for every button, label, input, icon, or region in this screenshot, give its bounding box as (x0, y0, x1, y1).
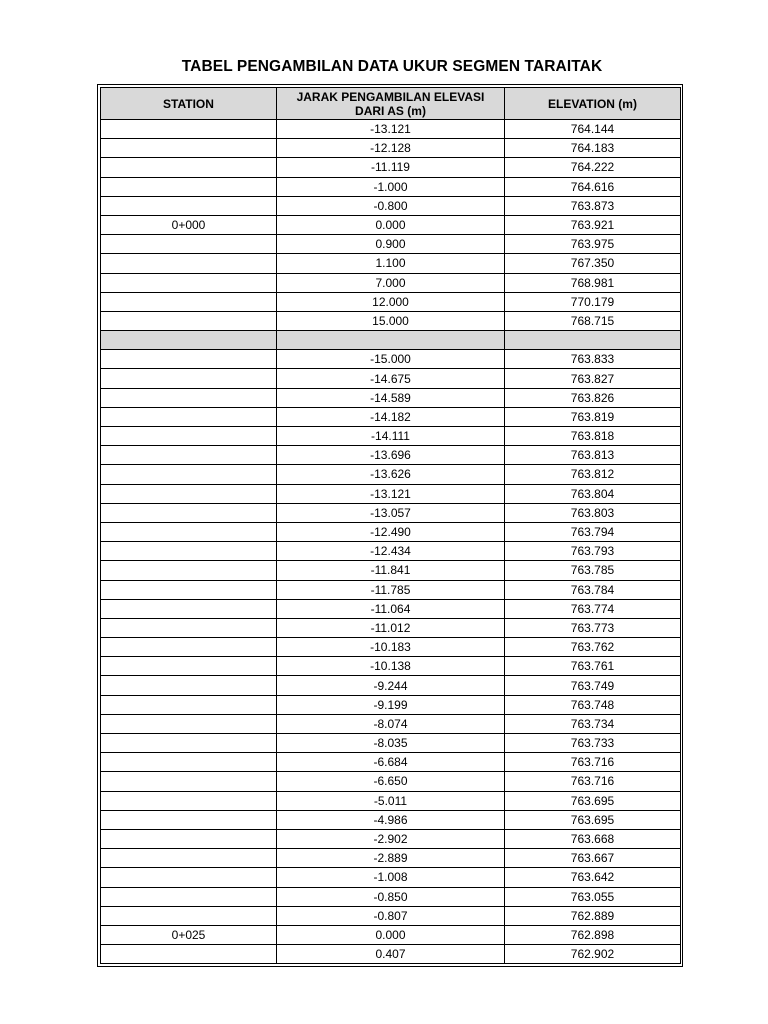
table-row (101, 887, 681, 906)
table-row (101, 292, 681, 311)
table-row (101, 772, 681, 791)
distance-cell: 0.900 (277, 235, 505, 254)
distance-cell: -11.785 (277, 580, 505, 599)
distance-cell: -14.111 (277, 427, 505, 446)
distance-cell: -13.626 (277, 465, 505, 484)
distance-cell: 12.000 (277, 292, 505, 311)
station-cell (101, 618, 277, 637)
station-cell (101, 350, 277, 369)
elevation-cell: 763.695 (505, 810, 681, 829)
elevation-cell: 767.350 (505, 254, 681, 273)
distance-cell: -5.011 (277, 791, 505, 810)
elevation-cell: 763.873 (505, 196, 681, 215)
station-cell (101, 580, 277, 599)
distance-cell: -0.807 (277, 906, 505, 925)
table-row (101, 273, 681, 292)
table-row (101, 868, 681, 887)
distance-cell: -13.121 (277, 120, 505, 139)
table-row (101, 177, 681, 196)
elevation-cell: 764.183 (505, 139, 681, 158)
table-row (101, 542, 681, 561)
station-cell (101, 599, 277, 618)
table-row (101, 638, 681, 657)
table-row (101, 350, 681, 369)
data-table (100, 87, 681, 964)
header-station: STATION (101, 88, 277, 120)
table-row (101, 120, 681, 139)
elevation-cell: 763.794 (505, 522, 681, 541)
station-cell (101, 427, 277, 446)
table-row (101, 561, 681, 580)
station-cell (101, 254, 277, 273)
distance-cell: -11.064 (277, 599, 505, 618)
table-row (101, 254, 681, 273)
distance-cell: -6.684 (277, 753, 505, 772)
station-cell (101, 945, 277, 964)
elevation-cell: 763.833 (505, 350, 681, 369)
distance-cell: 15.000 (277, 311, 505, 330)
elevation-cell: 768.981 (505, 273, 681, 292)
station-cell (101, 331, 277, 350)
elevation-cell: 763.055 (505, 887, 681, 906)
elevation-cell: 763.819 (505, 407, 681, 426)
elevation-cell: 763.734 (505, 714, 681, 733)
table-row (101, 906, 681, 925)
distance-cell: -9.199 (277, 695, 505, 714)
table-row (101, 158, 681, 177)
elevation-cell: 763.818 (505, 427, 681, 446)
elevation-cell: 763.793 (505, 542, 681, 561)
elevation-cell: 762.902 (505, 945, 681, 964)
table-row (101, 139, 681, 158)
table-header-row (101, 88, 681, 120)
station-cell (101, 829, 277, 848)
station-cell (101, 158, 277, 177)
table-row (101, 753, 681, 772)
distance-cell: -0.850 (277, 887, 505, 906)
station-cell (101, 407, 277, 426)
station-cell (101, 676, 277, 695)
distance-cell: -12.490 (277, 522, 505, 541)
station-cell (101, 139, 277, 158)
table-row (101, 925, 681, 944)
station-cell (101, 522, 277, 541)
table-row (101, 427, 681, 446)
table-row (101, 522, 681, 541)
table-row (101, 676, 681, 695)
distance-cell: -15.000 (277, 350, 505, 369)
distance-cell: 7.000 (277, 273, 505, 292)
station-cell (101, 235, 277, 254)
distance-cell: -14.182 (277, 407, 505, 426)
table-row (101, 388, 681, 407)
station-cell (101, 388, 277, 407)
station-cell (101, 810, 277, 829)
elevation-cell: 763.642 (505, 868, 681, 887)
station-cell (101, 753, 277, 772)
elevation-cell: 764.616 (505, 177, 681, 196)
distance-cell: -13.696 (277, 446, 505, 465)
distance-cell: -6.650 (277, 772, 505, 791)
station-cell: 0+000 (101, 215, 277, 234)
distance-cell (277, 331, 505, 350)
station-cell (101, 465, 277, 484)
table-row (101, 580, 681, 599)
elevation-cell: 763.668 (505, 829, 681, 848)
header-distance-line1: JARAK PENGAMBILAN ELEVASI (296, 89, 485, 104)
table-row (101, 657, 681, 676)
distance-cell: -9.244 (277, 676, 505, 695)
station-cell (101, 695, 277, 714)
distance-cell: 0.000 (277, 215, 505, 234)
distance-cell: -13.057 (277, 503, 505, 522)
distance-cell: -8.035 (277, 734, 505, 753)
table-row (101, 215, 681, 234)
elevation-cell (505, 331, 681, 350)
distance-cell: -11.841 (277, 561, 505, 580)
survey-data-table (97, 84, 683, 967)
station-cell (101, 906, 277, 925)
table-row (101, 829, 681, 848)
elevation-cell: 763.667 (505, 849, 681, 868)
distance-cell: -1.008 (277, 868, 505, 887)
station-cell (101, 772, 277, 791)
table-row (101, 235, 681, 254)
distance-cell: -14.589 (277, 388, 505, 407)
elevation-cell: 763.975 (505, 235, 681, 254)
station-cell (101, 887, 277, 906)
elevation-cell: 763.749 (505, 676, 681, 695)
elevation-cell: 763.695 (505, 791, 681, 810)
table-row (101, 849, 681, 868)
table-row (101, 734, 681, 753)
elevation-cell: 763.733 (505, 734, 681, 753)
elevation-cell: 763.921 (505, 215, 681, 234)
station-cell (101, 638, 277, 657)
page-title: TABEL PENGAMBILAN DATA UKUR SEGMEN TARAITAK (181, 58, 603, 75)
station-cell (101, 369, 277, 388)
station-cell (101, 542, 277, 561)
elevation-cell: 763.784 (505, 580, 681, 599)
distance-cell: -1.000 (277, 177, 505, 196)
elevation-cell: 763.762 (505, 638, 681, 657)
table-row (101, 465, 681, 484)
elevation-cell: 763.813 (505, 446, 681, 465)
distance-cell: -10.183 (277, 638, 505, 657)
table-row (101, 196, 681, 215)
elevation-cell: 764.222 (505, 158, 681, 177)
table-row (101, 945, 681, 964)
table-row (101, 791, 681, 810)
station-cell (101, 446, 277, 465)
table-row (101, 599, 681, 618)
station-cell (101, 177, 277, 196)
elevation-cell: 770.179 (505, 292, 681, 311)
elevation-cell: 763.716 (505, 753, 681, 772)
station-cell (101, 714, 277, 733)
elevation-cell: 763.785 (505, 561, 681, 580)
elevation-cell: 763.812 (505, 465, 681, 484)
distance-cell: -11.012 (277, 618, 505, 637)
station-cell (101, 196, 277, 215)
table-row (101, 446, 681, 465)
table-row (101, 369, 681, 388)
header-distance-line2: DARI AS (m) (355, 103, 426, 118)
distance-cell: -13.121 (277, 484, 505, 503)
table-row (101, 618, 681, 637)
elevation-cell: 768.715 (505, 311, 681, 330)
elevation-cell: 764.144 (505, 120, 681, 139)
elevation-cell: 763.826 (505, 388, 681, 407)
table-row (101, 503, 681, 522)
station-cell (101, 503, 277, 522)
station-cell (101, 734, 277, 753)
distance-cell: -12.434 (277, 542, 505, 561)
elevation-cell: 763.773 (505, 618, 681, 637)
station-cell (101, 292, 277, 311)
elevation-cell: 763.761 (505, 657, 681, 676)
table-row (101, 484, 681, 503)
station-cell (101, 791, 277, 810)
distance-cell: -2.902 (277, 829, 505, 848)
distance-cell: -8.074 (277, 714, 505, 733)
header-distance (277, 88, 505, 120)
station-cell (101, 311, 277, 330)
table-row (101, 714, 681, 733)
elevation-cell: 763.748 (505, 695, 681, 714)
distance-cell: -12.128 (277, 139, 505, 158)
elevation-cell: 762.898 (505, 925, 681, 944)
station-cell (101, 484, 277, 503)
station-cell: 0+025 (101, 925, 277, 944)
table-row (101, 311, 681, 330)
distance-cell: -4.986 (277, 810, 505, 829)
station-cell (101, 120, 277, 139)
elevation-cell: 763.804 (505, 484, 681, 503)
elevation-cell: 763.716 (505, 772, 681, 791)
table-separator-row (101, 331, 681, 350)
elevation-cell: 763.803 (505, 503, 681, 522)
elevation-cell: 763.774 (505, 599, 681, 618)
table-row (101, 810, 681, 829)
station-cell (101, 849, 277, 868)
elevation-cell: 762.889 (505, 906, 681, 925)
distance-cell: -0.800 (277, 196, 505, 215)
distance-cell: -2.889 (277, 849, 505, 868)
distance-cell: -11.119 (277, 158, 505, 177)
elevation-cell: 763.827 (505, 369, 681, 388)
distance-cell: -10.138 (277, 657, 505, 676)
station-cell (101, 657, 277, 676)
distance-cell: 1.100 (277, 254, 505, 273)
distance-cell: 0.000 (277, 925, 505, 944)
distance-cell: -14.675 (277, 369, 505, 388)
station-cell (101, 561, 277, 580)
header-elevation: ELEVATION (m) (505, 88, 681, 120)
table-row (101, 407, 681, 426)
table-body (101, 120, 681, 964)
station-cell (101, 868, 277, 887)
station-cell (101, 273, 277, 292)
table-row (101, 695, 681, 714)
distance-cell: 0.407 (277, 945, 505, 964)
